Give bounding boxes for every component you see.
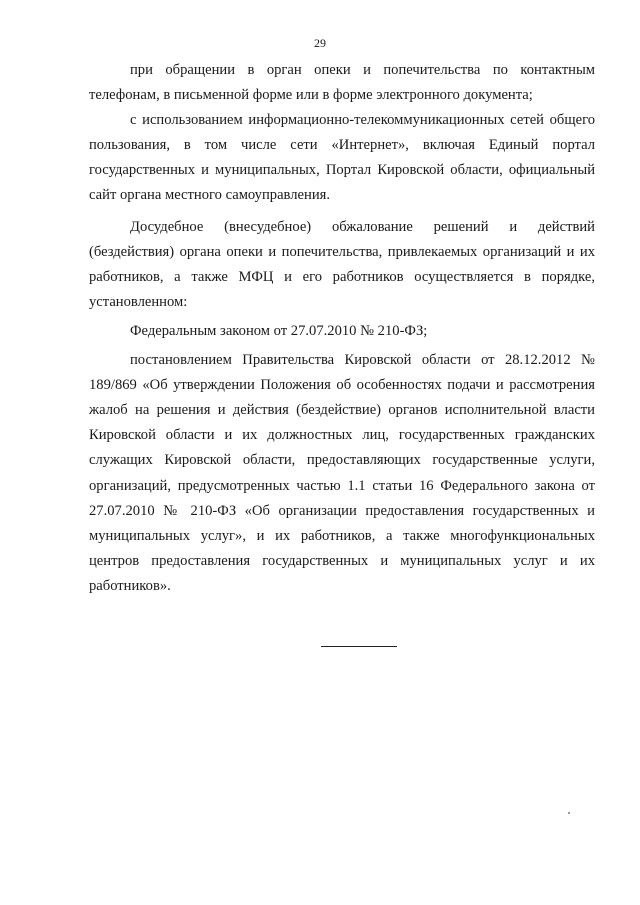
paragraph-federal-law: Федеральным законом от 27.07.2010 № 210-ФЗ; [130, 322, 428, 339]
document-body [89, 58, 595, 599]
paragraph-internet-methods: с использованием информационно-телекоммуникационных сетей общего пользования, в том числе сети «Интернет», включая Единый портал государственных и муниципальных, Портал Кировской области, официальный сайт органа местного самоуправления. [89, 112, 595, 204]
end-divider-line [321, 646, 397, 647]
scan-mark [568, 812, 570, 814]
paragraph-regional-resolution: постановлением Правительства Кировской области от 28.12.2012 № 189/869 «Об утверждении Положения об особенностях подачи и рассмотрения жалоб на решения и действия (бездействие) органов исполнительной власти Кировской области и их должностных лиц, государственных гражданских служащих Кировской области, предоставляющих государственные услуги, организаций, предусмотренных частью 1.1 статьи 16 Федерального закона от 27.07.2010 № 210-ФЗ «Об организации предоставления государственных и муниципальных услуг», и их работников, а также многофункциональных центров предоставления государственных и муниципальных услуг и их работников». [89, 352, 595, 594]
paragraph-appeal-procedure: Досудебное (внесудебное) обжалование решений и действий (бездействия) органа опеки и попечительства, привлекаемых организаций и их работников, а также МФЦ и его работников осуществляется в порядке, установленном: [89, 218, 595, 310]
page-number: 29 [314, 36, 326, 50]
paragraph-contact-methods: при обращении в орган опеки и попечительства по контактным телефонам, в письменной форме или в форме электронного документа; [89, 62, 595, 104]
